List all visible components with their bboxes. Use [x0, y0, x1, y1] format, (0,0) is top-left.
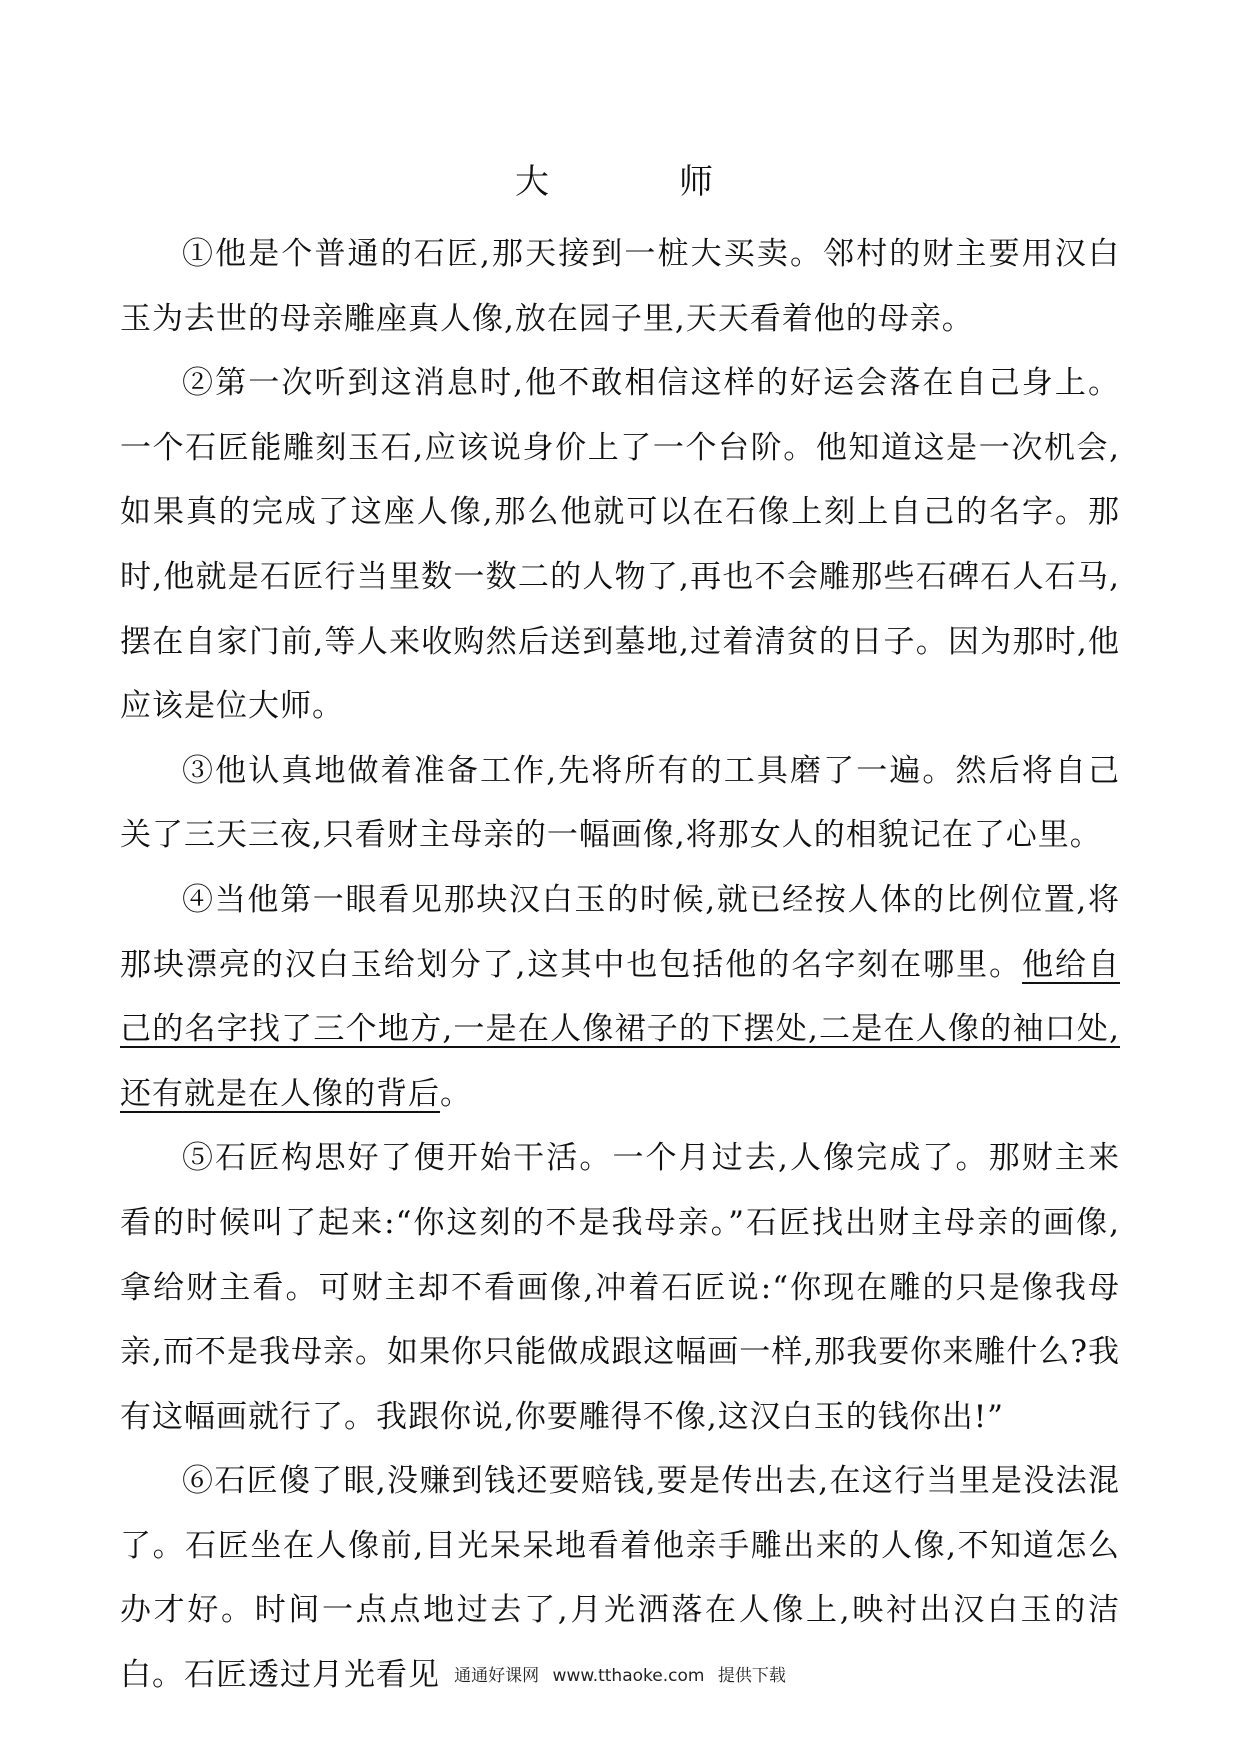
paragraph-text: ⑥石匠傻了眼,没赚到钱还要赔钱,要是传出去,在这行当里是没法混了。石匠坐在人像前,目光呆呆地看着他亲手雕出来的人像,不知道怎么办才好。时间一点点地过去了,月光洒落在人像上,映衬出汉白玉的洁白。石匠透过月光看见 — [120, 1463, 1120, 1694]
page-title: 大 师 — [515, 162, 761, 202]
article-body — [120, 222, 1120, 1708]
paragraph-1 — [120, 222, 1120, 351]
underlined-sentence: 他给自己的名字找了三个地方,一是在人像裙子的下摆处,二是在人像的袖口处,还有就是在人像的背后 — [120, 946, 1121, 1112]
paragraph-5 — [120, 1126, 1120, 1449]
paragraph-text: ②第一次听到这消息时,他不敢相信这样的好运会落在自己身上。一个石匠能雕刻玉石,应该说身价上了一个台阶。他知道这是一次机会,如果真的完成了这座人像,那么他就可以在石像上刻上自己的名字。那时,他就是石匠行当里数一数二的人物了,再也不会雕那些石碑石人石马,摆在自家门前,等人来收购然后送到墓地,过着清贫的日子。因为那时,他应该是位大师。 — [120, 365, 1120, 725]
paragraph-text: ④当他第一眼看见那块汉白玉的时候,就已经按人体的比例位置,将那块漂亮的汉白玉给划分了,这其中也包括他的名字刻在哪里。 — [120, 881, 1120, 983]
footer-url[interactable]: www.tthaoke.com — [552, 1666, 705, 1686]
paragraph-text: ⑤石匠构思好了便开始干活。一个月过去,人像完成了。那财主来看的时候叫了起来:“你这刻的不是我母亲。”石匠找出财主母亲的画像,拿给财主看。可财主却不看画像,冲着石匠说:“你现在雕的只是像我母亲,而不是我母亲。如果你只能做成跟这幅画一样,那我要你来雕什么?我有这幅画就行了。我跟你说,你要雕得不像,这汉白玉的钱你出!” — [120, 1140, 1120, 1435]
footer-site-name: 通通好课网 — [454, 1666, 540, 1686]
paragraph-text: ①他是个普通的石匠,那天接到一桩大买卖。邻村的财主要用汉白玉为去世的母亲雕座真人像,放在园子里,天天看着他的母亲。 — [120, 236, 1120, 337]
paragraph-2 — [120, 351, 1120, 739]
paragraph-3 — [120, 739, 1120, 868]
paragraph-tail: 。 — [440, 1075, 472, 1112]
page-footer — [0, 1664, 1240, 1688]
footer-suffix: 提供下载 — [717, 1666, 786, 1686]
paragraph-text: ③他认真地做着准备工作,先将所有的工具磨了一遍。然后将自己关了三天三夜,只看财主母亲的一幅画像,将那女人的相貌记在了心里。 — [120, 752, 1120, 854]
paragraph-4 — [120, 868, 1120, 1126]
